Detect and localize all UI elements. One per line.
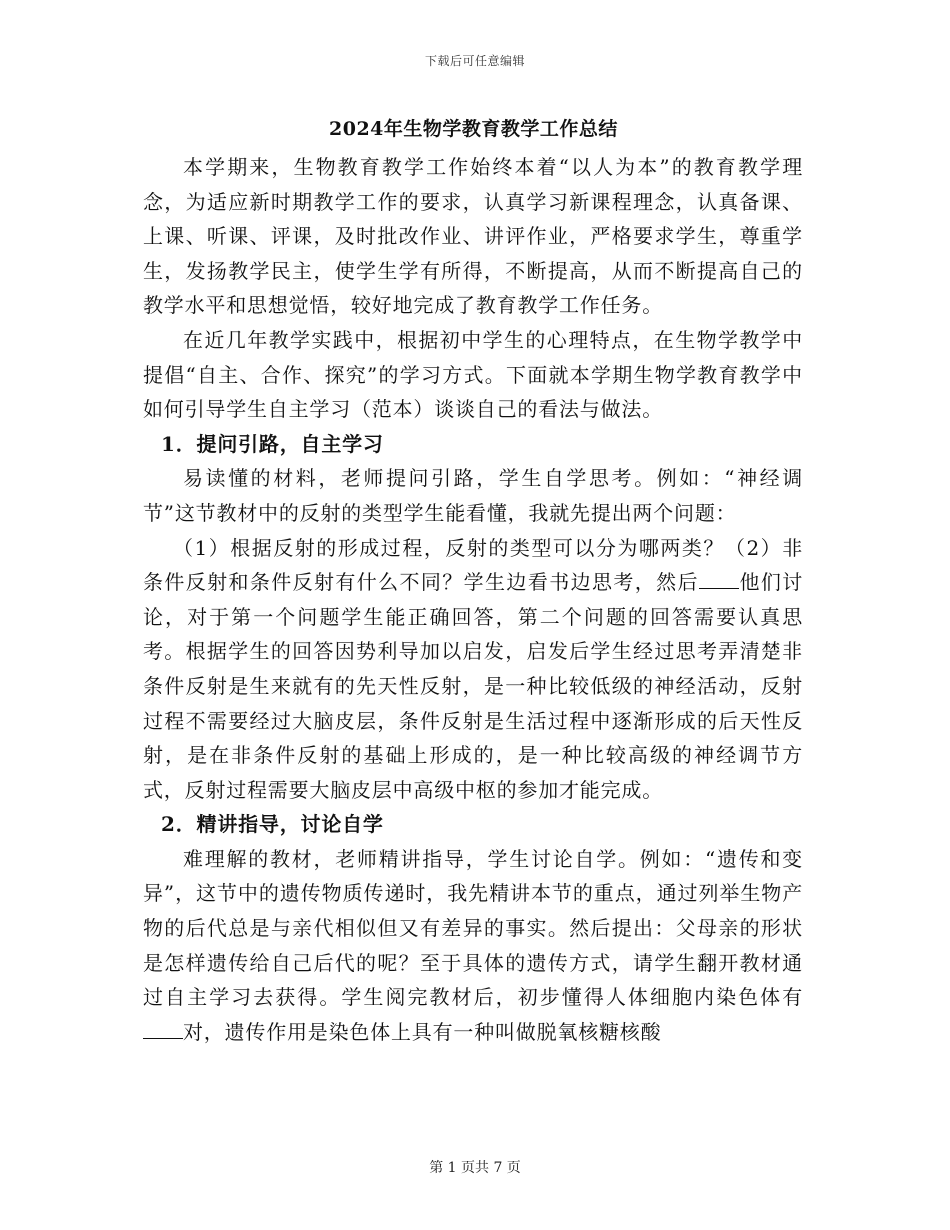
document-title: 2024年生物学教育教学工作总结 [329,118,618,140]
section-1-heading: 1．提问引路，自主学习 [161,431,384,456]
section-2-heading: 2．精讲指导，讨论自学 [161,812,384,837]
document-body [143,110,803,1049]
section-1-paragraph-1: 易读懂的材料，老师提问引路，学生自学思考。例如：“神经调节”这节教材中的反射的类型学生能看懂，我就先提出两个问题： [143,466,803,525]
section-2-paragraph [143,842,803,1050]
fill-in-blank [699,570,739,589]
section-1-paragraph-2-part-a: （1）根据反射的形成过程，反射的类型可以分为哪两类？（2）非条件反射和条件反射有什么不同？学生边看书边思考，然后 [143,535,803,595]
fill-in-blank [143,1020,183,1039]
section-1-paragraph-2-part-b: 他们讨论，对于第一个问题学生能正确回答，第二个问题的回答需要认真思考。根据学生的回答因势利导加以启发，启发后学生经过思考弄清楚非条件反射是生来就有的先天性反射，是一种比较低级的神经活动，反射过程不需要经过大脑皮层，条件反射是生活过程中逐渐形成的后天性反射，是在非条件反射的基础上形成的，是一种比较高级的神经调节方式，反射过程需要大脑皮层中高级中枢的参加才能完成。 [143,570,803,802]
section-2-paragraph-part-b: 对，遗传作用是染色体上具有一种叫做脱氧核糖核酸 [183,1019,662,1044]
context-paragraph: 在近几年教学实践中，根据初中学生的心理特点，在生物学教学中提倡“自主、合作、探究”的学习方式。下面就本学期生物学教育教学中如何引导学生自主学习（范本）谈谈自己的看法与做法。 [143,327,803,422]
section-1-paragraph-2 [143,531,803,808]
page-header-note: 下载后可任意编辑 [424,54,525,68]
page-number: 第 1 页共 7 页 [429,1160,521,1176]
section-2-paragraph-part-a: 难理解的教材，老师精讲指导，学生讨论自学。例如：“遗传和变异”，这节中的遗传物质传递时，我先精讲本节的重点，通过列举生物产物的后代总是与亲代相似但又有差异的事实。然后提出：父母亲的形状是怎样遗传给自己后代的呢？至于具体的遗传方式，请学生翻开教材通过自主学习去获得。学生阅完教材后，初步懂得人体细胞内染色体有 [143,846,803,1010]
intro-paragraph: 本学期来，生物教育教学工作始终本着“以人为本”的教育教学理念，为适应新时期教学工作的要求，认真学习新课程理念，认真备课、上课、听课、评课，及时批改作业、讲评作业，严格要求学生，尊重学生，发扬教学民主，使学生学有所得，不断提高，从而不断提高自己的教学水平和思想觉悟，较好地完成了教育教学工作任务。 [143,155,803,318]
